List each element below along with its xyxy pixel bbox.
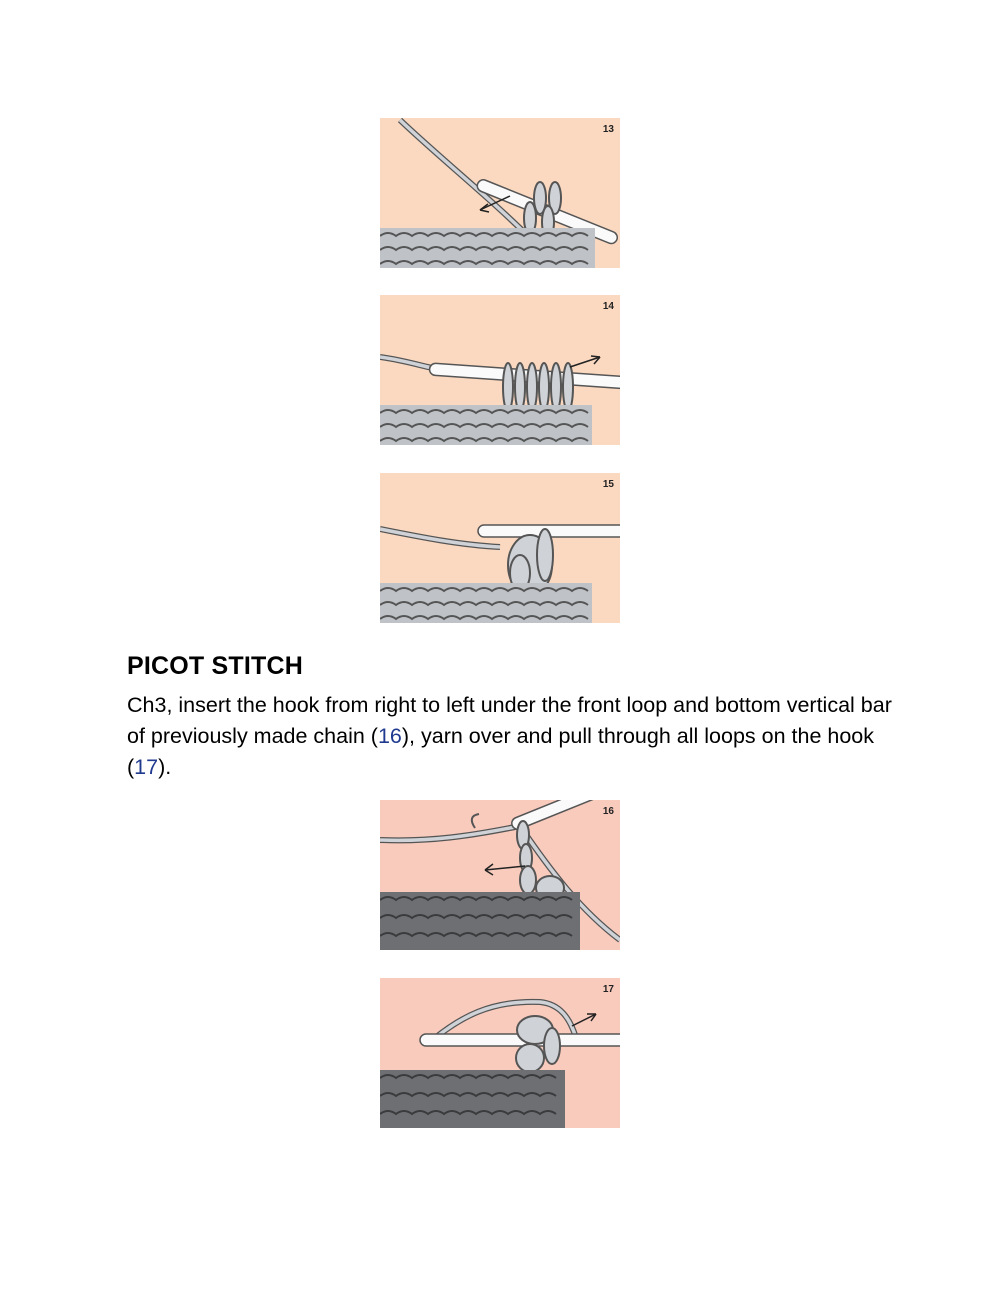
figure-14 bbox=[380, 295, 620, 445]
paragraph-text: ). bbox=[158, 755, 172, 779]
figure-17 bbox=[380, 978, 620, 1128]
figure-reference-16[interactable]: 16 bbox=[377, 724, 402, 748]
figure-16 bbox=[380, 800, 620, 950]
figure-13 bbox=[380, 118, 620, 268]
figure-reference-17[interactable]: 17 bbox=[134, 755, 159, 779]
paragraph-text: Ch3, insert the hook from right to left under the front loop and bottom vertical bar of previously made chain ( bbox=[127, 693, 892, 748]
figure-number: 14 bbox=[602, 301, 614, 312]
figure-number: 15 bbox=[602, 479, 614, 490]
section-title: PICOT STITCH bbox=[127, 652, 304, 680]
figure-number: 16 bbox=[602, 806, 614, 817]
section-paragraph bbox=[127, 690, 897, 783]
figure-number: 17 bbox=[602, 984, 614, 995]
paragraph-text: ), yarn over and pull through all loops on the hook ( bbox=[127, 724, 874, 779]
figure-number: 13 bbox=[602, 124, 614, 135]
figure-15 bbox=[380, 473, 620, 623]
